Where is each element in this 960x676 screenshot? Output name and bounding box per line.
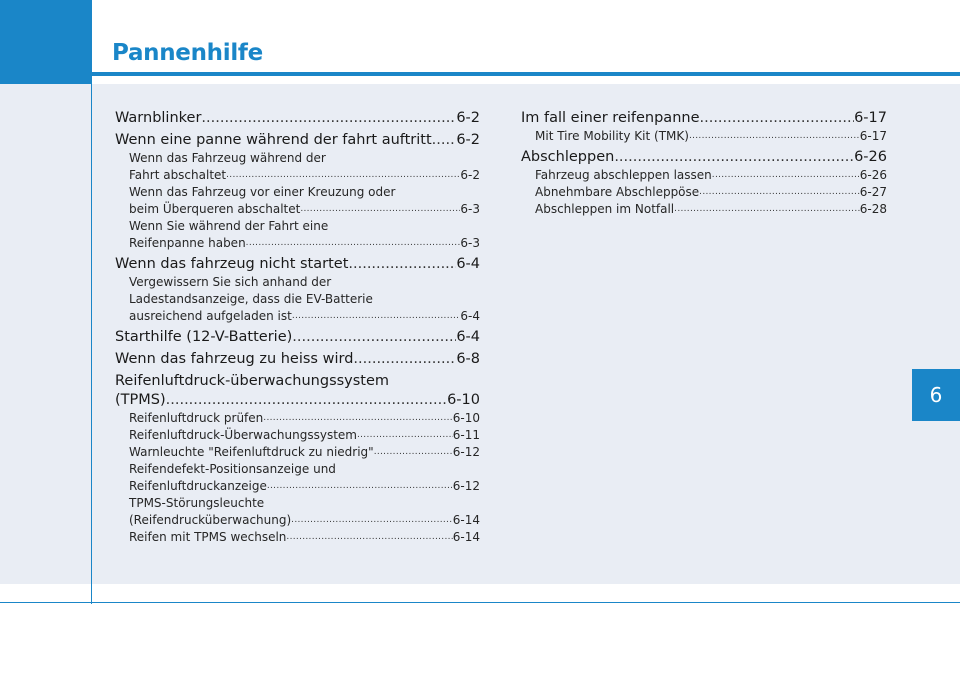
toc-left-column — [115, 106, 480, 546]
toc-sub-entry[interactable]: Abnehmbare Abschleppöse ..... 6-27 — [521, 184, 887, 201]
toc-sub-entry[interactable]: beim Überqueren abschaltet ..... 6-3 — [115, 201, 480, 218]
toc-sub-entry[interactable]: Fahrzeug abschleppen lassen ..... 6-26 — [521, 167, 887, 184]
header-color-block — [0, 0, 92, 84]
toc-entry-nicht-startet[interactable]: Wenn das fahrzeug nicht startet ..... 6-4 — [115, 255, 480, 274]
toc-sub-entry[interactable]: Reifenluftdruck-Überwachungssystem ..... 6-11 — [115, 427, 480, 444]
page-title: Pannenhilfe — [112, 40, 263, 66]
toc-sub-line: Wenn das Fahrzeug vor einer Kreuzung oder — [129, 185, 396, 199]
toc-entry-abschleppen[interactable]: Abschleppen ..... 6-26 — [521, 148, 887, 167]
toc-sub-entry[interactable]: (Reifendrucküberwachung) ..... 6-14 — [115, 512, 480, 529]
bottom-rule — [0, 602, 960, 603]
toc-sub-entry[interactable]: Warnleuchte "Reifenluftdruck zu niedrig" ..... 6-12 — [115, 444, 480, 461]
toc-sub-entry[interactable]: Reifenluftdruck prüfen ..... 6-10 — [115, 410, 480, 427]
toc-entry-warnblinker[interactable]: Warnblinker ..... 6-2 — [115, 109, 480, 128]
toc-entry-starthilfe[interactable]: Starthilfe (12-V-Batterie) ..... 6-4 — [115, 328, 480, 347]
toc-sub-line: Reifendefekt-Positionsanzeige und — [129, 462, 336, 476]
toc-sub-line: Vergewissern Sie sich anhand der — [129, 275, 332, 289]
toc-sub-entry[interactable]: Fahrt abschaltet ..... 6-2 — [115, 167, 480, 184]
toc-sub-entry[interactable]: ausreichend aufgeladen ist ..... 6-4 — [115, 308, 480, 325]
chapter-tab[interactable]: 6 — [912, 369, 960, 421]
toc-sub-line: Ladestandsanzeige, dass die EV-Batterie — [129, 292, 373, 306]
toc-right-column — [521, 106, 887, 218]
toc-entry-tpms-line1: Reifenluftdruck-überwachungssystem — [115, 373, 390, 389]
toc-sub-entry[interactable]: Mit Tire Mobility Kit (TMK) ..... 6-17 — [521, 128, 887, 145]
toc-sub-entry[interactable]: Abschleppen im Notfall ..... 6-28 — [521, 201, 887, 218]
toc-sub-entry[interactable]: Reifenluftdruckanzeige ..... 6-12 — [115, 478, 480, 495]
toc-entry-reifenpanne[interactable]: Im fall einer reifenpanne ..... 6-17 — [521, 109, 887, 128]
toc-sub-entry[interactable]: Reifen mit TPMS wechseln ..... 6-14 — [115, 529, 480, 546]
sidebar-line — [91, 84, 92, 604]
toc-entry-heiss[interactable]: Wenn das fahrzeug zu heiss wird ..... 6-8 — [115, 350, 480, 369]
toc-sub-entry[interactable]: Reifenpanne haben ..... 6-3 — [115, 235, 480, 252]
toc-sub-line: Wenn Sie während der Fahrt eine — [129, 219, 329, 233]
toc-sub-line: TPMS-Störungsleuchte — [129, 496, 265, 510]
toc-entry-panne[interactable]: Wenn eine panne während der fahrt auftritt ..... 6-2 — [115, 131, 480, 150]
toc-sub-line: Wenn das Fahrzeug während der — [129, 151, 326, 165]
title-rule — [92, 72, 960, 76]
toc-entry-tpms[interactable]: (TPMS) ..... 6-10 — [115, 391, 480, 410]
